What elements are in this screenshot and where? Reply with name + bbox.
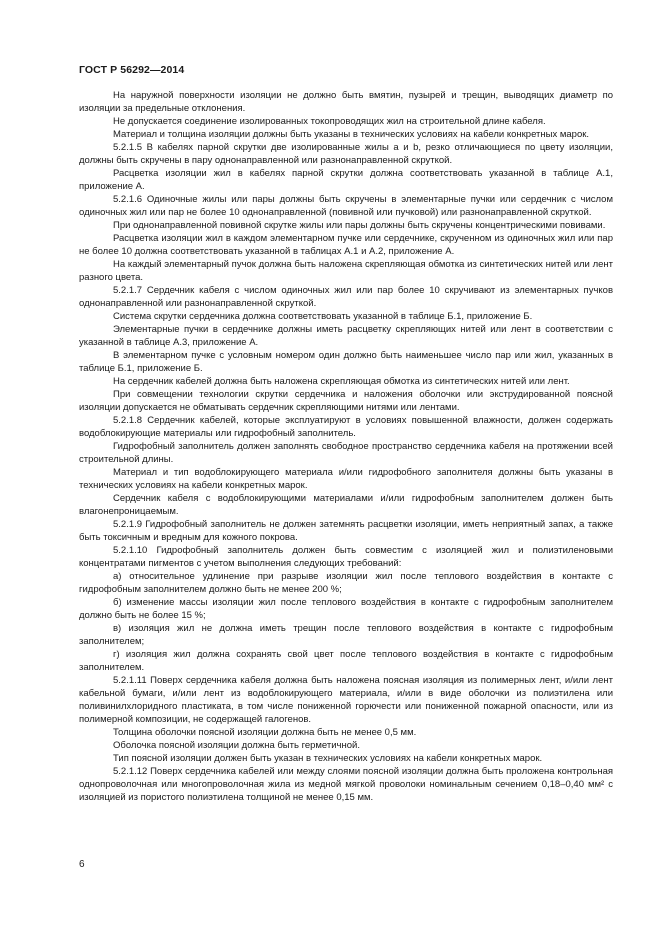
paragraph: В элементарном пучке с условным номером один должно быть наименьшее число пар или жил, указанных в таблице Б.1, приложение Б. [79, 350, 613, 374]
paragraph: Толщина оболочки поясной изоляции должна быть не менее 0,5 мм. [113, 727, 417, 738]
paragraph: Расцветка изоляции жил в каждом элементарном пучке или сердечнике, скрученном из одиночных жил или пар не более 10 должна соответствовать указанной в таблицах А.1 и А.2, приложение А. [79, 233, 613, 257]
paragraph: На сердечник кабелей должна быть наложена скрепляющая обмотка из синтетических нитей или лент. [113, 376, 570, 387]
page-number: 6 [79, 859, 85, 870]
paragraph: Тип поясной изоляции должен быть указан в технических условиях на кабели конкретных марок. [113, 753, 543, 764]
paragraph: Гидрофобный заполнитель должен заполнять свободное пространство сердечника кабеля на протяжении всей строительной длины. [79, 441, 613, 465]
paragraph: 5.2.1.8 Сердечник кабелей, которые эксплуатируют в условиях повышенной влажности, должен содержать водоблокирующие материалы или гидрофобный заполнитель. [79, 415, 613, 439]
paragraph: 5.2.1.9 Гидрофобный заполнитель не должен затемнять расцветки изоляции, иметь неприятный запах, а также быть токсичным и вредным для кожного покрова. [79, 519, 613, 543]
paragraph: Материал и тип водоблокирующего материала и/или гидрофобного заполнителя должны быть указаны в технических условиях на кабели конкретных марок. [79, 467, 613, 491]
paragraph: Расцветка изоляции жил в кабелях парной скрутки должна соответствовать указанной в таблице А.1, приложение А. [79, 168, 613, 192]
document-body [79, 89, 613, 804]
paragraph: 5.2.1.10 Гидрофобный заполнитель должен быть совместим с изоляцией жил и полиэтиленовыми концентратами пигментов с учетом выполнения следующих требований: [79, 545, 613, 569]
paragraph: 5.2.1.6 Одиночные жилы или пары должны быть скручены в элементарные пучки или сердечник с числом одиночных жил или пар не более 10 однонаправленной (повивной или пучковой) или разнонаправленной скруткой. [79, 194, 613, 218]
document-header: ГОСТ Р 56292—2014 [79, 64, 185, 76]
paragraph: На каждый элементарный пучок должна быть наложена скрепляющая обмотка из синтетических нитей или лент разного цвета. [79, 259, 613, 283]
paragraph: Оболочка поясной изоляции должна быть герметичной. [113, 740, 360, 751]
paragraph: Система скрутки сердечника должна соответствовать указанной в таблице Б.1, приложение Б. [113, 311, 533, 322]
paragraph: При совмещении технологии скрутки сердечника и наложения оболочки или экструдированной поясной изоляции допускается не обматывать сердечник скрепляющими нитями или лентами. [79, 389, 613, 413]
paragraph: 5.2.1.5 В кабелях парной скрутки две изолированные жилы a и b, резко отличающиеся по цвету изоляции, должны быть скручены в пару однонаправленной или разнонаправленной скруткой. [79, 142, 613, 166]
paragraph: б) изменение массы изоляции жил после теплового воздействия в контакте с гидрофобным заполнителем должно быть не более 15 %; [79, 597, 613, 621]
paragraph: г) изоляция жил должна сохранять свой цвет после теплового воздействия в контакте с гидрофобным заполнителем. [79, 649, 613, 673]
paragraph: 5.2.1.11 Поверх сердечника кабеля должна быть наложена поясная изоляция из полимерных лент, и/или лент кабельной бумаги, и/или лент из водоблокирующего материала, и/или в виде оболочки из полиэтилена или поливинилхлоридного пластиката, в том числе пониженной горючести или пониженной пожарной опасности, или из полимерной композиции, не содержащей галогенов. [79, 675, 613, 725]
paragraph: Материал и толщина изоляции должны быть указаны в технических условиях на кабели конкретных марок. [113, 129, 590, 140]
paragraph: На наружной поверхности изоляции не должно быть вмятин, пузырей и трещин, выводящих диаметр по изоляции за предельные отклонения. [79, 90, 613, 114]
paragraph: Элементарные пучки в сердечнике должны иметь расцветку скрепляющих нитей или лент в соответствии с указанной в таблице А.3, приложение А. [79, 324, 613, 348]
paragraph: а) относительное удлинение при разрыве изоляции жил после теплового воздействия в контакте с гидрофобным заполнителем должно быть не менее 200 %; [79, 571, 613, 595]
paragraph: в) изоляция жил не должна иметь трещин после теплового воздействия в контакте с гидрофобным заполнителем; [79, 623, 613, 647]
paragraph: 5.2.1.12 Поверх сердечника кабелей или между слоями поясной изоляции должна быть проложена контрольная однопроволочная или многопроволочная жила из медной мягкой проволоки номинальным сечением 0,18–0,40 мм² с изоляцией из пористого полиэтилена толщиной не менее 0,15 мм. [79, 766, 613, 803]
paragraph: При однонаправленной повивной скрутке жилы или пары должны быть скручены концентрическими повивами. [113, 220, 606, 231]
paragraph: 5.2.1.7 Сердечник кабеля с числом одиночных жил или пар более 10 скручивают из элементарных пучков однонаправленной или разнонаправленной скруткой. [79, 285, 613, 309]
paragraph: Не допускается соединение изолированных токопроводящих жил на строительной длине кабеля. [113, 116, 546, 127]
paragraph: Сердечник кабеля с водоблокирующими материалами и/или гидрофобным заполнителем должен быть влагонепроницаемым. [79, 493, 613, 517]
